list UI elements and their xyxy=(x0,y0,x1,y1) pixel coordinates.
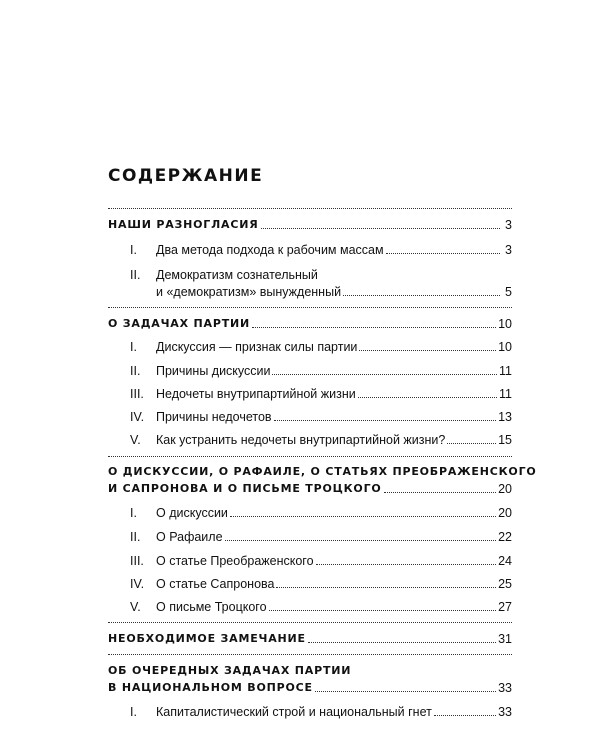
page-number: 10 xyxy=(498,340,512,354)
entry-title: О дискуссии xyxy=(156,506,228,520)
leader-dots xyxy=(269,610,497,611)
section-title: О ЗАДАЧАХ ПАРТИИ xyxy=(108,317,251,330)
leader-dots xyxy=(316,564,497,565)
section-divider xyxy=(108,622,512,623)
entry-number: IV. xyxy=(130,410,145,424)
entry-number: I. xyxy=(130,340,137,354)
page-title: СОДЕРЖАНИЕ xyxy=(108,166,264,186)
entry-title: Капиталистический строй и национальный гнет xyxy=(156,705,432,719)
leader-dots xyxy=(447,443,496,444)
section-title: НАШИ РАЗНОГЛАСИЯ xyxy=(108,218,259,231)
entry-number: III. xyxy=(130,554,144,568)
section-title-line1[interactable]: ОБ ОЧЕРЕДНЫХ ЗАДАЧАХ ПАРТИИ xyxy=(108,664,352,677)
page-number: 33 xyxy=(498,705,512,719)
section-divider xyxy=(108,654,512,655)
toc-entry[interactable] xyxy=(108,364,512,378)
toc-section-4[interactable] xyxy=(108,632,512,646)
page-number: 33 xyxy=(498,681,512,695)
page-number: 25 xyxy=(498,577,512,591)
toc-entry[interactable] xyxy=(108,577,512,591)
section-divider xyxy=(108,307,512,308)
page-number: 11 xyxy=(499,387,512,401)
section-title: НЕОБХОДИМОЕ ЗАМЕЧАНИЕ xyxy=(108,632,306,645)
section-title: В НАЦИОНАЛЬНОМ ВОПРОСЕ xyxy=(108,681,313,694)
section-title-line1[interactable]: О ДИСКУССИИ, О РАФАИЛЕ, О СТАТЬЯХ ПРЕОБРАЖЕНСКОГО xyxy=(108,465,537,478)
entry-title: О статье Сапронова xyxy=(156,577,275,591)
toc-entry[interactable] xyxy=(108,285,512,299)
entry-number: I. xyxy=(130,243,137,257)
leader-dots xyxy=(384,492,497,493)
toc-section-3[interactable] xyxy=(108,482,512,496)
entry-number: III. xyxy=(130,387,144,401)
toc-entry[interactable] xyxy=(108,410,512,424)
section-divider xyxy=(108,208,512,209)
leader-dots xyxy=(359,350,496,351)
page-number: 10 xyxy=(498,317,512,331)
page-number: 31 xyxy=(498,632,512,646)
toc-section-5[interactable] xyxy=(108,681,512,695)
leader-dots xyxy=(434,715,496,716)
toc-entry[interactable] xyxy=(108,600,512,614)
toc-entry[interactable] xyxy=(108,387,512,401)
entry-number: I. xyxy=(130,506,137,520)
toc-entry[interactable] xyxy=(108,530,512,544)
section-title: И САПРОНОВА И О ПИСЬМЕ ТРОЦКОГО xyxy=(108,482,382,495)
entry-title: и «демократизм» вынужденный xyxy=(156,285,342,299)
toc-entry[interactable] xyxy=(108,705,512,719)
leader-dots xyxy=(274,420,497,421)
page-number: 20 xyxy=(498,506,512,520)
page-number: 11 xyxy=(499,364,512,378)
page-number: 13 xyxy=(498,410,512,424)
leader-dots xyxy=(261,228,501,229)
toc-section-1[interactable] xyxy=(108,218,512,232)
entry-title: Недочеты внутрипартийной жизни xyxy=(156,387,356,401)
entry-number: V. xyxy=(130,600,141,614)
leader-dots xyxy=(276,587,496,588)
entry-number: II. xyxy=(130,530,141,544)
page-number: 24 xyxy=(498,554,512,568)
leader-dots xyxy=(225,540,497,541)
page-number: 20 xyxy=(498,482,512,496)
entry-number: II. xyxy=(130,268,141,282)
page-number: 15 xyxy=(498,433,512,447)
entry-number: V. xyxy=(130,433,141,447)
leader-dots xyxy=(358,397,497,398)
leader-dots xyxy=(308,642,496,643)
leader-dots xyxy=(315,691,496,692)
toc-entry[interactable] xyxy=(108,340,512,354)
entry-title-line1: Демократизм сознательный xyxy=(156,268,318,282)
entry-title: О письме Троцкого xyxy=(156,600,267,614)
entry-title: Два метода подхода к рабочим массам xyxy=(156,243,384,257)
entry-title: О Рафаиле xyxy=(156,530,223,544)
page-number: 27 xyxy=(498,600,512,614)
leader-dots xyxy=(386,253,500,254)
entry-title: Дискуссия — признак силы партии xyxy=(156,340,358,354)
page-number: 3 xyxy=(505,218,512,232)
section-divider xyxy=(108,456,512,457)
page-number: 5 xyxy=(505,285,512,299)
page-number: 22 xyxy=(498,530,512,544)
leader-dots xyxy=(252,327,496,328)
entry-number: II. xyxy=(130,364,141,378)
entry-title: Причины дискуссии xyxy=(156,364,271,378)
toc-section-2[interactable] xyxy=(108,317,512,331)
entry-number: IV. xyxy=(130,577,145,591)
entry-title: О статье Преображенского xyxy=(156,554,314,568)
leader-dots xyxy=(272,374,497,375)
toc-entry[interactable] xyxy=(108,433,512,447)
page-number: 3 xyxy=(505,243,512,257)
entry-title: Причины недочетов xyxy=(156,410,272,424)
toc-entry[interactable] xyxy=(108,243,512,257)
toc-entry[interactable] xyxy=(108,554,512,568)
leader-dots xyxy=(343,295,500,296)
entry-number: I. xyxy=(130,705,137,719)
toc-entry[interactable] xyxy=(108,506,512,520)
toc-entry-line1[interactable] xyxy=(108,268,512,282)
entry-title: Как устранить недочеты внутрипартийной жизни? xyxy=(156,433,446,447)
leader-dots xyxy=(230,516,496,517)
